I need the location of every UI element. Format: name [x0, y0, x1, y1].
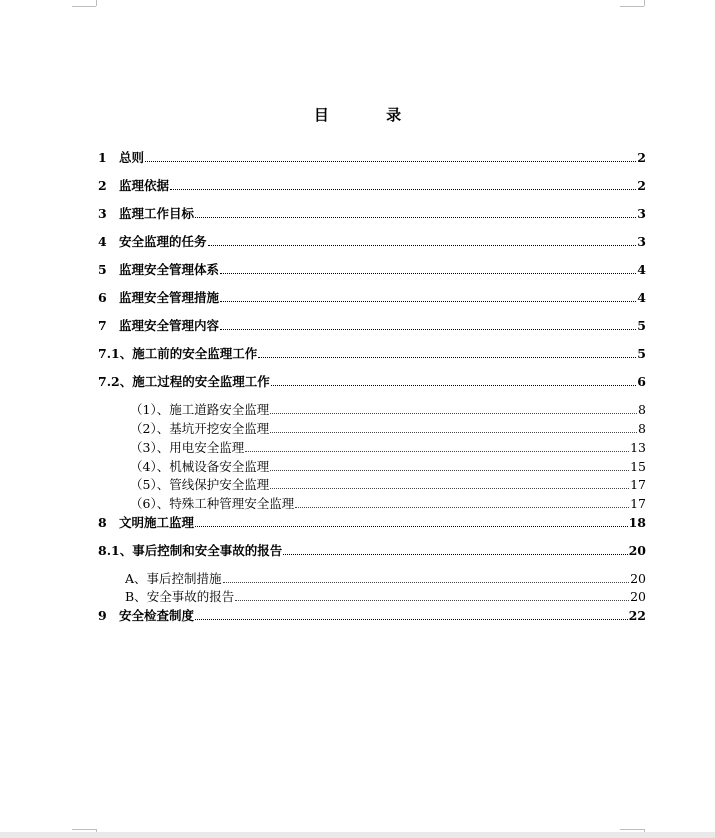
toc-entry-page: 2: [637, 178, 646, 193]
toc-leader-dots: [270, 431, 637, 433]
toc-entry-page: 3: [637, 234, 646, 249]
toc-entry-number: 5: [98, 262, 107, 277]
toc-entry-text: 施工前的安全监理工作: [132, 346, 258, 361]
toc-entry-page: 20: [630, 571, 646, 586]
toc-entry-text: 事后控制措施: [146, 571, 222, 586]
toc-entry-number: 9: [98, 608, 107, 623]
toc-entry-page: 8: [638, 421, 646, 436]
toc-entry-text: 事后控制和安全事故的报告: [132, 543, 283, 558]
toc-entry-text: 基坑开挖安全监理: [169, 421, 270, 436]
toc-entry-page: 17: [630, 496, 646, 511]
toc-subentry-b[interactable]: [125, 589, 646, 605]
toc-entry-number: 8.1、: [98, 543, 133, 558]
toc-entry-page: 6: [637, 374, 646, 389]
toc-entry-page: 8: [638, 402, 646, 417]
toc-leader-dots: [220, 272, 636, 274]
toc-entry-number: 6: [98, 290, 107, 305]
toc-leader-dots: [220, 328, 636, 330]
crop-mark-bottom-right: [620, 829, 644, 830]
toc-subentry-3[interactable]: [130, 440, 646, 456]
toc-entry-3[interactable]: [98, 206, 646, 222]
page-bottom-edge: [0, 832, 715, 838]
toc-entry-page: 17: [630, 477, 646, 492]
toc-entry-number: （3）、: [130, 440, 170, 455]
toc-entry-page: 22: [628, 608, 646, 623]
toc-leader-dots: [170, 188, 636, 190]
toc-entry-page: 18: [628, 515, 646, 530]
crop-mark-top-left: [72, 6, 96, 7]
toc-entry-page: 2: [637, 150, 646, 165]
toc-leader-dots: [195, 216, 636, 218]
toc-entry-text: 施工道路安全监理: [169, 402, 270, 417]
toc-entry-text: 用电安全监理: [169, 440, 245, 455]
toc-entry-number: 4: [98, 234, 107, 249]
toc-entry-number: 1: [98, 150, 107, 165]
toc-leader-dots: [220, 300, 636, 302]
toc-entry-page: 5: [637, 346, 646, 361]
toc-entry-text: 安全事故的报告: [146, 589, 235, 604]
toc-entry-page: 20: [630, 589, 646, 604]
toc-entry-number: （5）、: [130, 477, 170, 492]
toc-leader-dots: [271, 384, 637, 386]
toc-entry-number: 2: [98, 178, 107, 193]
toc-entry-5[interactable]: [98, 262, 646, 278]
toc-entry-text: 监理安全管理内容: [119, 318, 220, 333]
toc-entry-1[interactable]: [98, 150, 646, 166]
toc-entry-text: 总则: [119, 150, 145, 165]
toc-subentry-1[interactable]: [130, 402, 646, 418]
crop-mark-bottom-left: [72, 829, 96, 830]
crop-mark-top-right-vertical: [644, 0, 645, 6]
toc-entry-text: 监理安全管理体系: [119, 262, 220, 277]
toc-entry-text: 文明施工监理: [119, 515, 195, 530]
toc-subentry-6[interactable]: [130, 496, 646, 512]
crop-mark-top-left-vertical: [96, 0, 97, 6]
toc-leader-dots: [283, 553, 627, 555]
toc-leader-dots: [195, 525, 628, 527]
toc-entry-page: 3: [637, 206, 646, 221]
toc-entry-text: 施工过程的安全监理工作: [132, 374, 270, 389]
toc-entry-page: 5: [637, 318, 646, 333]
toc-leader-dots: [223, 581, 630, 583]
toc-entry-text: 监理安全管理措施: [119, 290, 220, 305]
toc-entry-number: （6）、: [130, 496, 170, 511]
toc-entry-number: 7.1、: [98, 346, 133, 361]
toc-entry-number: 7: [98, 318, 107, 333]
toc-entry-7[interactable]: [98, 318, 646, 334]
toc-leader-dots: [208, 244, 637, 246]
toc-entry-8-1[interactable]: [98, 543, 646, 559]
toc-leader-dots: [195, 618, 628, 620]
toc-leader-dots: [270, 412, 637, 414]
toc-entry-page: 20: [628, 543, 646, 558]
toc-entry-number: A、: [125, 571, 147, 586]
toc-entry-text: 管线保护安全监理: [169, 477, 270, 492]
toc-entry-text: 安全检查制度: [119, 608, 195, 623]
toc-leader-dots: [245, 450, 629, 452]
toc-entry-2[interactable]: [98, 178, 646, 194]
toc-leader-dots: [270, 487, 629, 489]
toc-entry-number: 3: [98, 206, 107, 221]
toc-entry-page: 4: [637, 262, 646, 277]
toc-entry-text: 监理依据: [119, 178, 170, 193]
toc-entry-number: （1）、: [130, 402, 170, 417]
toc-entry-6[interactable]: [98, 290, 646, 306]
toc-entry-number: B、: [125, 589, 147, 604]
crop-mark-top-right: [620, 6, 644, 7]
toc-entry-7-1[interactable]: [98, 346, 646, 362]
toc-leader-dots: [270, 469, 629, 471]
toc-entry-number: 7.2、: [98, 374, 133, 389]
toc-entry-number: （4）、: [130, 459, 170, 474]
toc-entry-text: 机械设备安全监理: [169, 459, 270, 474]
toc-entry-number: （2）、: [130, 421, 170, 436]
toc-leader-dots: [235, 599, 629, 601]
toc-entry-7-2[interactable]: [98, 374, 646, 390]
toc-leader-dots: [145, 160, 636, 162]
toc-subentry-a[interactable]: [125, 571, 646, 587]
toc-entry-9[interactable]: [98, 608, 646, 624]
toc-entry-number: 8: [98, 515, 107, 530]
toc-entry-8[interactable]: [98, 515, 646, 531]
toc-entry-page: 13: [630, 440, 646, 455]
toc-entry-page: 15: [630, 459, 646, 474]
toc-entry-4[interactable]: [98, 234, 646, 250]
toc-subentry-4[interactable]: [130, 459, 646, 475]
toc-entry-text: 监理工作目标: [119, 206, 195, 221]
toc-entry-text: 安全监理的任务: [119, 234, 207, 249]
toc-entry-page: 4: [637, 290, 646, 305]
toc-leader-dots: [295, 506, 629, 508]
toc-leader-dots: [258, 356, 636, 358]
toc-entry-text: 特殊工种管理安全监理: [169, 496, 295, 511]
toc-title: 目 录: [313, 106, 428, 124]
toc-subentry-2[interactable]: [130, 421, 646, 437]
toc-subentry-5[interactable]: [130, 477, 646, 493]
